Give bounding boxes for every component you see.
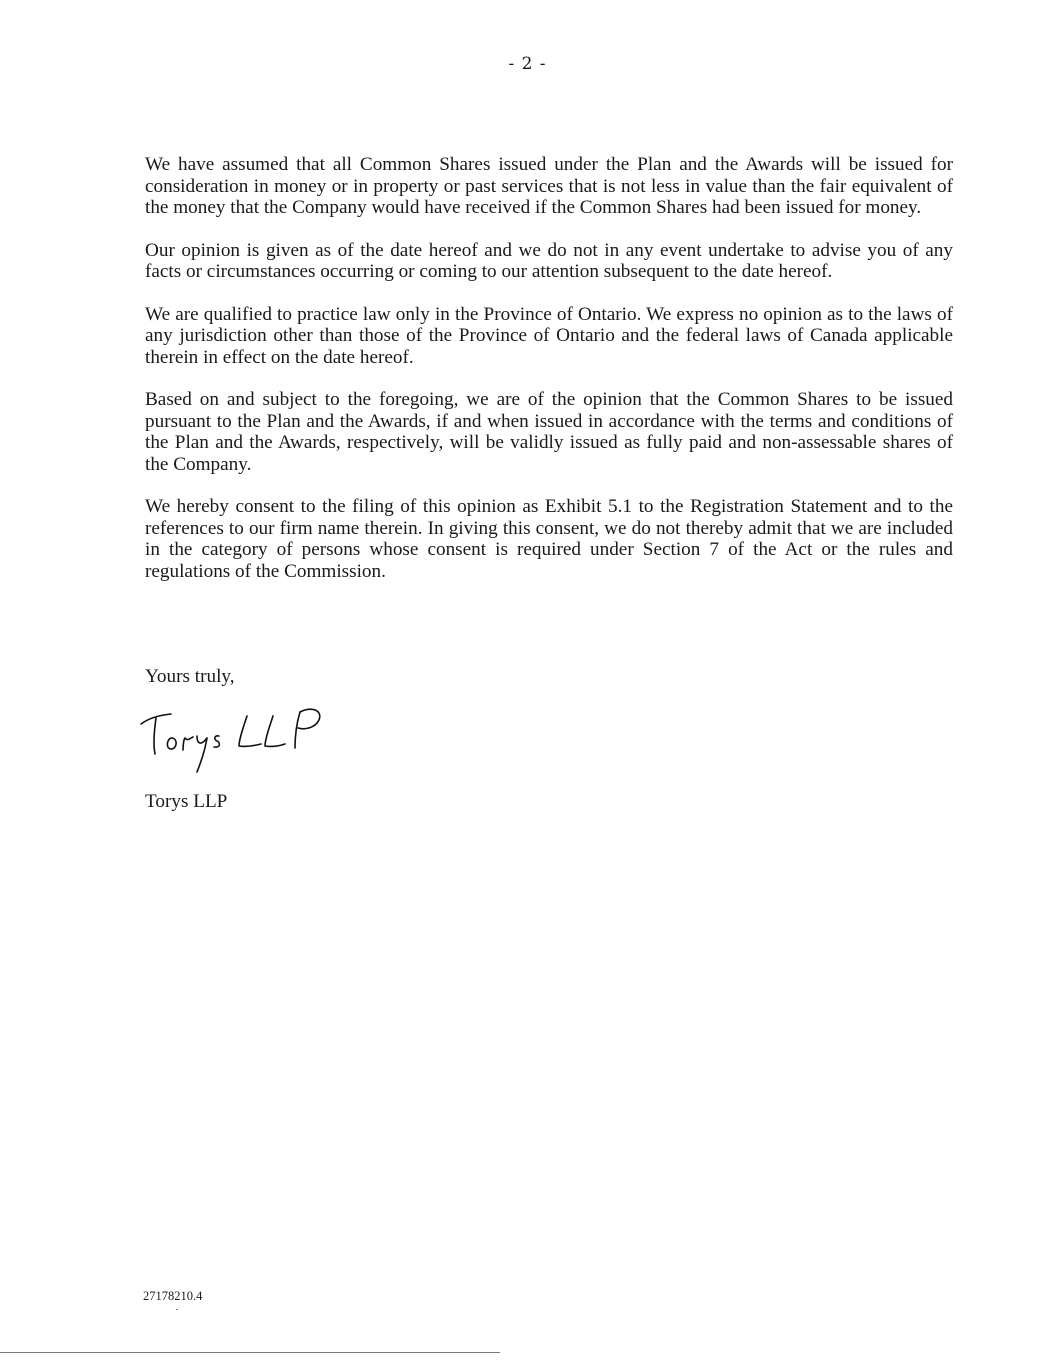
scan-speck bbox=[176, 1309, 178, 1310]
footer-rule bbox=[0, 1352, 500, 1353]
document-id: 27178210.4 bbox=[143, 1289, 203, 1303]
paragraph-opinion: Based on and subject to the foregoing, we are of the opinion that the Common Shares to be issued pursuant to the Plan and the Awards, if and when issued in accordance with the terms and conditions of the Plan and the Awards, respectively, will be validly issued as fully paid and non-assessable shares of the Company. bbox=[145, 389, 953, 475]
closing-salutation: Yours truly, bbox=[145, 666, 235, 687]
paragraph-jurisdiction: We are qualified to practice law only in the Province of Ontario. We express no opinion as to the laws of any jurisdiction other than those of the Province of Ontario and the federal laws of Canada applicable therein in effect on the date hereof. bbox=[145, 303, 953, 368]
handwritten-signature bbox=[135, 702, 335, 778]
signer-name: Torys LLP bbox=[145, 791, 228, 812]
paragraph-date-of-opinion: Our opinion is given as of the date hereof and we do not in any event undertake to advise you of any facts or circumstances occurring or coming to our attention subsequent to the date hereof. bbox=[145, 239, 953, 282]
paragraph-assumption: We have assumed that all Common Shares issued under the Plan and the Awards will be issued for consideration in money or in property or past services that is not less in value than the fair equivalent of the money that the Company would have received if the Common Shares had been issued for money. bbox=[145, 154, 953, 218]
letter-body bbox=[145, 154, 953, 603]
page-number: - 2 - bbox=[508, 54, 547, 74]
paragraph-consent: We hereby consent to the filing of this opinion as Exhibit 5.1 to the Registration Statement and to the references to our firm name therein. In giving this consent, we do not thereby admit that we are included in the category of persons whose consent is required under Section 7 of the Act or the rules and regulations of the Commission. bbox=[145, 496, 953, 582]
